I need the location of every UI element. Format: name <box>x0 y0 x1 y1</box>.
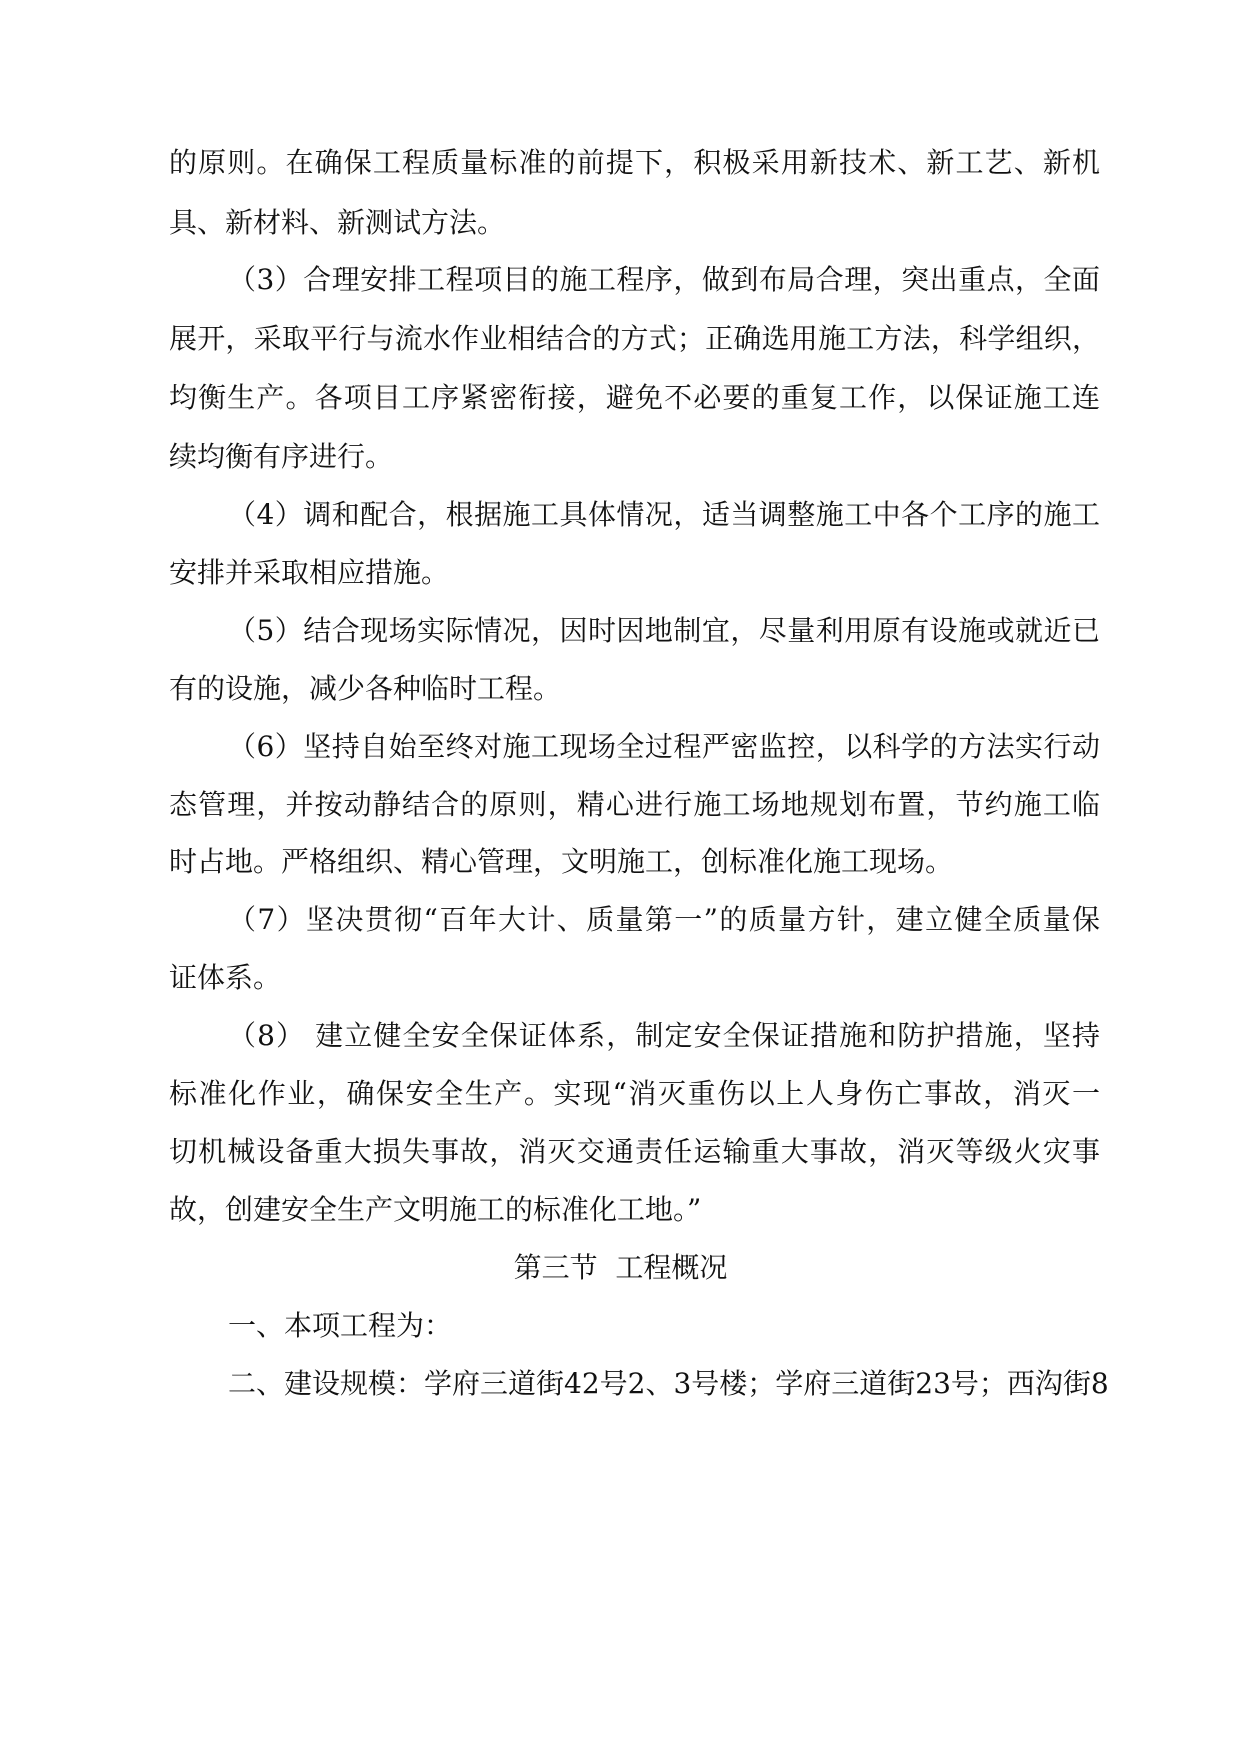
paragraph-line: 态管理，并按动静结合的原则，精心进行施工场地规划布置，节约施工临 <box>169 788 1100 821</box>
paragraph-line: 故，创建安全生产文明施工的标准化工地。” <box>169 1193 702 1226</box>
list-item-8-line: （8） 建立健全安全保证体系，制定安全保证措施和防护措施，坚持 <box>228 1019 1100 1052</box>
paragraph-line: 具、新材料、新测试方法。 <box>169 206 506 239</box>
paragraph-line: 标准化作业，确保安全生产。实现“消灭重伤以上人身伤亡事故，消灭一 <box>169 1077 1100 1110</box>
paragraph-line: 时占地。严格组织、精心管理，文明施工，创标准化施工现场。 <box>169 845 954 878</box>
paragraph-line: 续均衡有序进行。 <box>169 440 394 473</box>
paragraph-line: 二、建设规模：学府三道街42号2、3号楼；学府三道街23号；西沟街8 <box>228 1367 1109 1400</box>
paragraph-line: 的原则。在确保工程质量标准的前提下，积极采用新技术、新工艺、新机 <box>169 146 1100 179</box>
list-item-7-line: （7）坚决贯彻“百年大计、质量第一”的质量方针，建立健全质量保 <box>228 903 1100 936</box>
section-heading: 第三节 工程概况 <box>513 1251 728 1284</box>
paragraph-line: 有的设施，减少各种临时工程。 <box>169 672 562 705</box>
paragraph-line: 安排并采取相应措施。 <box>169 556 450 589</box>
paragraph-line: 切机械设备重大损失事故，消灭交通责任运输重大事故，消灭等级火灾事 <box>169 1135 1100 1168</box>
list-item-6-line: （6）坚持自始至终对施工现场全过程严密监控，以科学的方法实行动 <box>228 730 1100 763</box>
paragraph-line: 展开，采取平行与流水作业相结合的方式；正确选用施工方法，科学组织， <box>169 322 1100 355</box>
paragraph-line: 证体系。 <box>169 961 282 994</box>
paragraph-line: 均衡生产。各项目工序紧密衔接，避免不必要的重复工作，以保证施工连 <box>169 381 1100 414</box>
paragraph-line: 一、本项工程为： <box>228 1309 453 1342</box>
list-item-3-line: （3）合理安排工程项目的施工程序，做到布局合理，突出重点，全面 <box>228 263 1100 296</box>
list-item-4-line: （4）调和配合，根据施工具体情况，适当调整施工中各个工序的施工 <box>228 498 1100 531</box>
list-item-5-line: （5）结合现场实际情况，因时因地制宜，尽量利用原有设施或就近已 <box>228 614 1100 647</box>
